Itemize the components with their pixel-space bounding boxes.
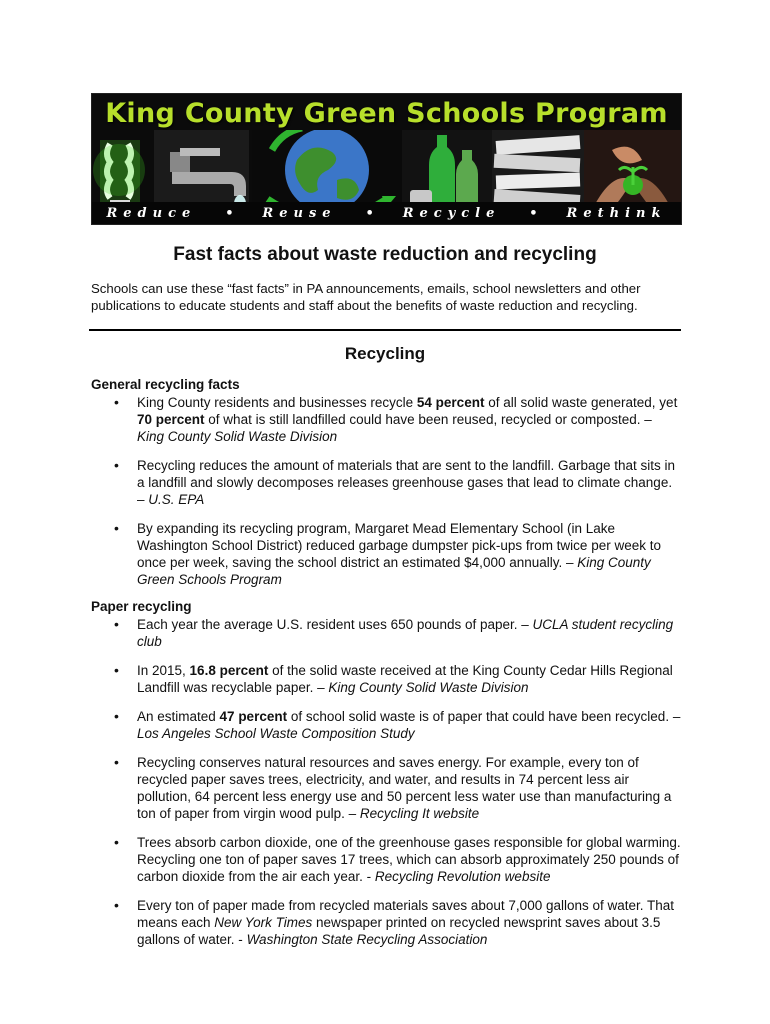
list-item: • Every ton of paper made from recycled materials saves about 7,000 gallons of water. That means each New York Times newspaper printed on recycled newsprint saves about 3.5 gallons of water. - Washington State Recycling Association [91,897,681,948]
highlight-stat: 16.8 percent [189,663,269,678]
highlight-stat: 54 percent [416,395,485,410]
tagline-reduce: Reduce [106,205,197,221]
tagline-rethink: Rethink [566,205,667,221]
tagline-separator: • [529,205,538,221]
list-item: • King County residents and businesses recycle 54 percent of all solid waste generated, yet 70 percent of what is still landfilled could have been reused, recycled or composted. – King County Solid Waste Division [91,394,681,445]
source-citation: King County Solid Waste Division [137,429,338,444]
source-citation: King County Green Schools Program [137,555,651,587]
tagline-recycle: Recycle [402,205,501,221]
tagline-separator: • [365,205,374,221]
subheading-paper: Paper recycling [91,599,192,614]
divider [89,329,681,331]
source-citation: Washington State Recycling Association [246,932,488,947]
list-item: • Trees absorb carbon dioxide, one of the greenhouse gases responsible for global warming. Recycling one ton of paper saves 17 trees, which can absorb approximately 250 pounds of carbon dioxide from the air each year. - Recycling Revolution website [91,834,681,885]
paper-facts-list [91,616,681,960]
banner-tagline [92,202,681,224]
source-citation: Los Angeles School Waste Composition Study [137,726,415,741]
page-title: Fast facts about waste reduction and recycling [173,244,597,265]
program-banner [91,93,682,225]
source-citation: UCLA student recycling club [137,617,674,649]
publication-name: New York Times [214,915,313,930]
highlight-stat: 70 percent [137,412,205,427]
list-item: • Recycling conserves natural resources and saves energy. For example, every ton of recycled paper saves trees, electricity, and water, and results in 74 percent less air pollution, 64 percent less energy use and 50 percent less water use than manufacturing a ton of paper from virgin wood pulp. – Recycling It website [91,754,681,822]
section-title: Recycling [344,344,426,363]
source-citation: U.S. EPA [148,492,205,507]
list-item: • Recycling reduces the amount of materials that are sent to the landfill. Garbage that sits in a landfill and slowly decomposes releases greenhouse gases that lead to climate change. – U.S. EPA [91,457,681,508]
list-item: • Each year the average U.S. resident uses 650 pounds of paper. – UCLA student recycling club [91,616,681,650]
general-facts-list [91,394,681,600]
intro-paragraph: Schools can use these “fast facts” in PA announcements, emails, school newsletters and other publications to educate students and staff about the benefits of waste reduction and recycling. [91,281,641,313]
source-citation: Recycling Revolution website [374,869,551,884]
list-item: • By expanding its recycling program, Margaret Mead Elementary School (in Lake Washington School District) reduced garbage dumpster pick-ups from twice per week to once per week, saving the school district an estimated $4,000 annually. – King County Green Schools Program [91,520,681,588]
tagline-reuse: Reuse [262,205,337,221]
banner-title: King County Green Schools Program [105,98,668,129]
subheading-general: General recycling facts [91,377,240,392]
highlight-stat: 47 percent [219,709,288,724]
source-citation: King County Solid Waste Division [328,680,529,695]
list-item: • In 2015, 16.8 percent of the solid waste received at the King County Cedar Hills Regional Landfill was recyclable paper. – King County Solid Waste Division [91,662,681,696]
tagline-separator: • [225,205,234,221]
list-item: • An estimated 47 percent of school solid waste is of paper that could have been recycled. – Los Angeles School Waste Composition Study [91,708,681,742]
source-citation: Recycling It website [359,806,480,821]
